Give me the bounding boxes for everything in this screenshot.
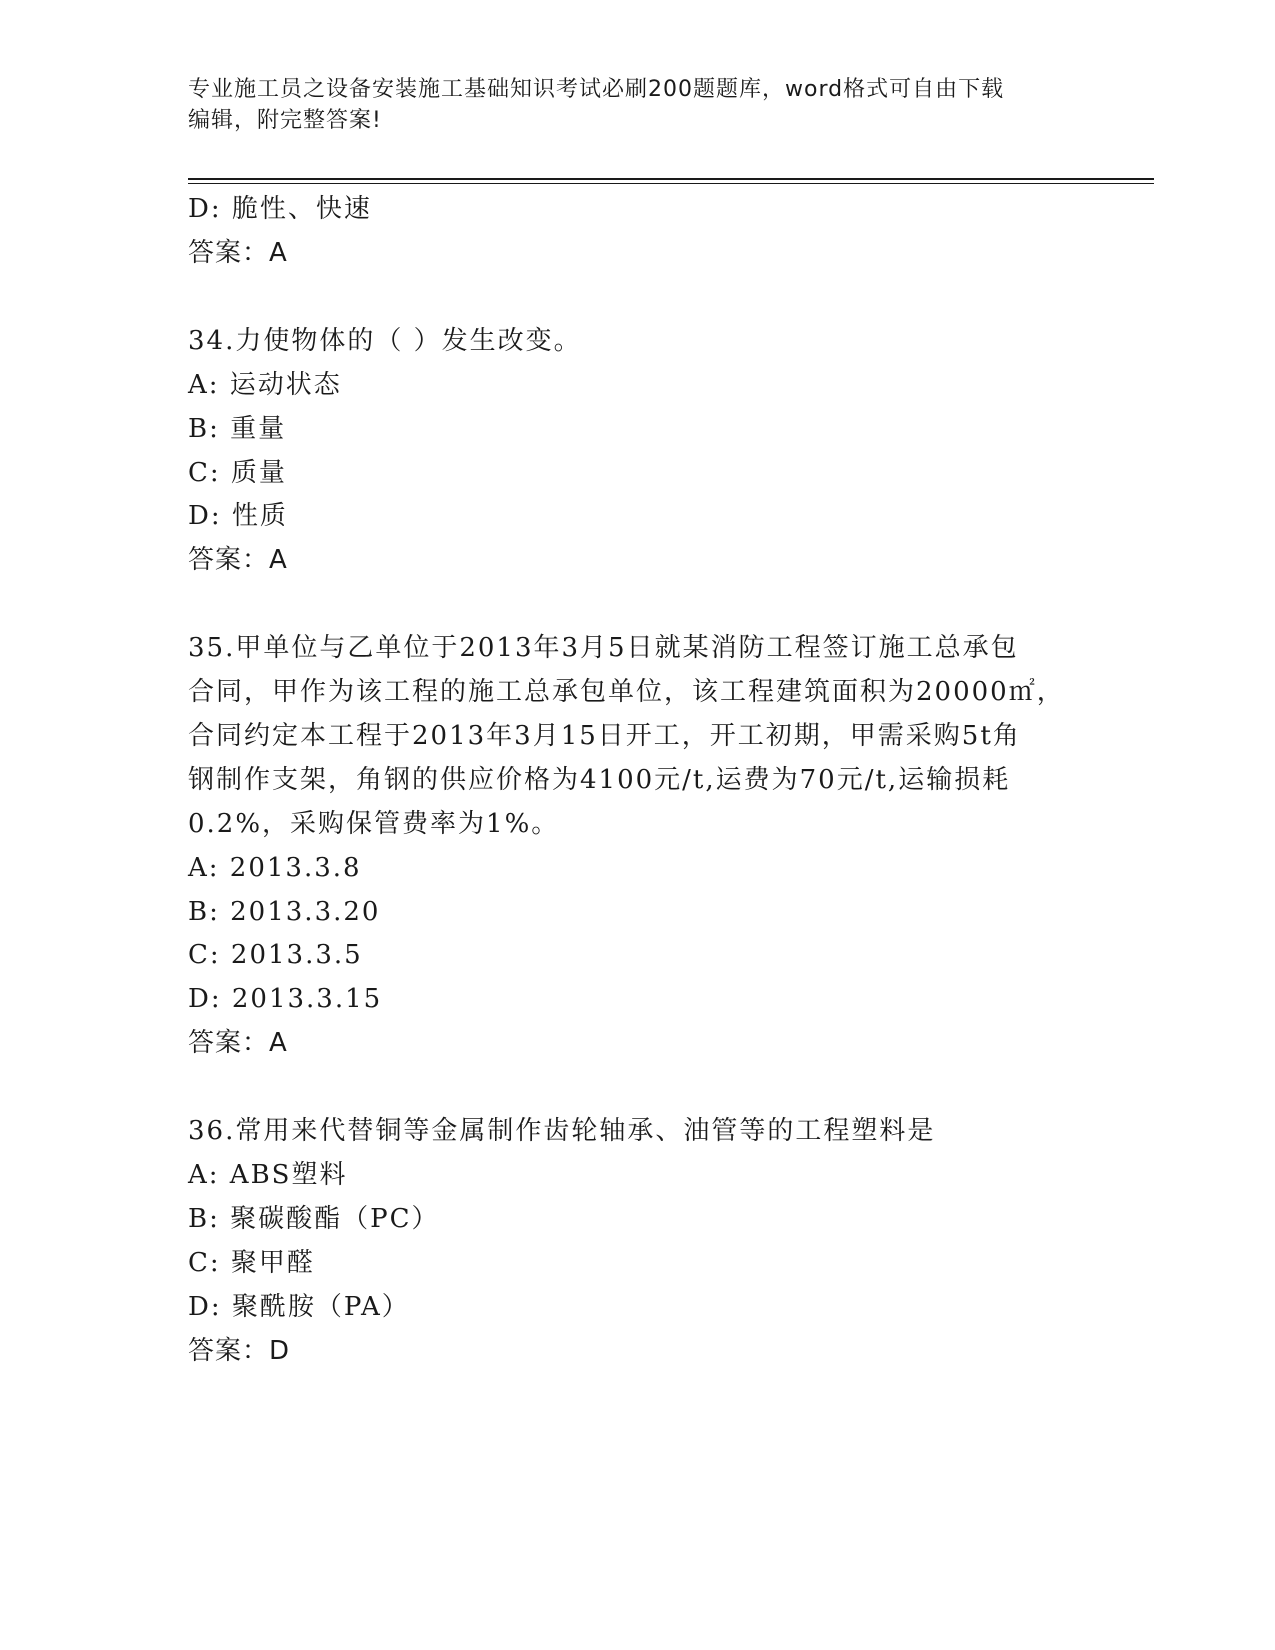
header-divider-thick xyxy=(188,178,1154,180)
q36-question: 36.常用来代替铜等金属制作齿轮轴承、油管等的工程塑料是 xyxy=(188,1116,936,1146)
q34-option-b: B: 重量 xyxy=(188,414,287,444)
q35-option-c: C: 2013.3.5 xyxy=(188,940,363,970)
q35-question-line-5: 0.2%，采购保管费率为1%。 xyxy=(188,809,560,839)
q35-option-b: B: 2013.3.20 xyxy=(188,897,381,927)
q35-question-line-3: 合同约定本工程于2013年3月15日开工，开工初期，甲需采购5t角 xyxy=(188,721,1021,751)
header-line-1: 专业施工员之设备安装施工基础知识考试必刷200题题库，word格式可自由下载 xyxy=(188,77,1005,102)
q36-option-c: C: 聚甲醛 xyxy=(188,1248,315,1278)
document-header xyxy=(188,74,1088,136)
q35-question-line-1: 35.甲单位与乙单位于2013年3月5日就某消防工程签订施工总承包 xyxy=(188,633,1019,663)
q34-answer: 答案：A xyxy=(188,545,288,575)
q36-option-b: B: 聚碳酸酯（PC） xyxy=(188,1204,440,1234)
q34-question: 34.力使物体的（ ）发生改变。 xyxy=(188,326,582,356)
q35-answer: 答案：A xyxy=(188,1028,288,1058)
q34-option-d: D: 性质 xyxy=(188,501,288,531)
q36-answer: 答案：D xyxy=(188,1336,291,1366)
q35-question-line-2: 合同，甲作为该工程的施工总承包单位，该工程建筑面积为20000㎡， xyxy=(188,677,1065,707)
q36-option-a: A: ABS塑料 xyxy=(188,1160,348,1190)
q35-question-line-4: 钢制作支架，角钢的供应价格为4100元/t,运费为70元/t,运输损耗 xyxy=(188,765,1011,795)
header-line-2: 编辑，附完整答案! xyxy=(188,108,382,133)
q35-option-a: A: 2013.3.8 xyxy=(188,853,362,883)
q36-option-d: D: 聚酰胺（PA） xyxy=(188,1292,410,1322)
q34-option-a: A: 运动状态 xyxy=(188,370,342,400)
q33-answer: 答案：A xyxy=(188,238,288,268)
header-divider-thin xyxy=(188,183,1154,184)
q34-option-c: C: 质量 xyxy=(188,458,287,488)
q33-option-d: D: 脆性、快速 xyxy=(188,194,372,224)
q35-option-d: D: 2013.3.15 xyxy=(188,984,383,1014)
